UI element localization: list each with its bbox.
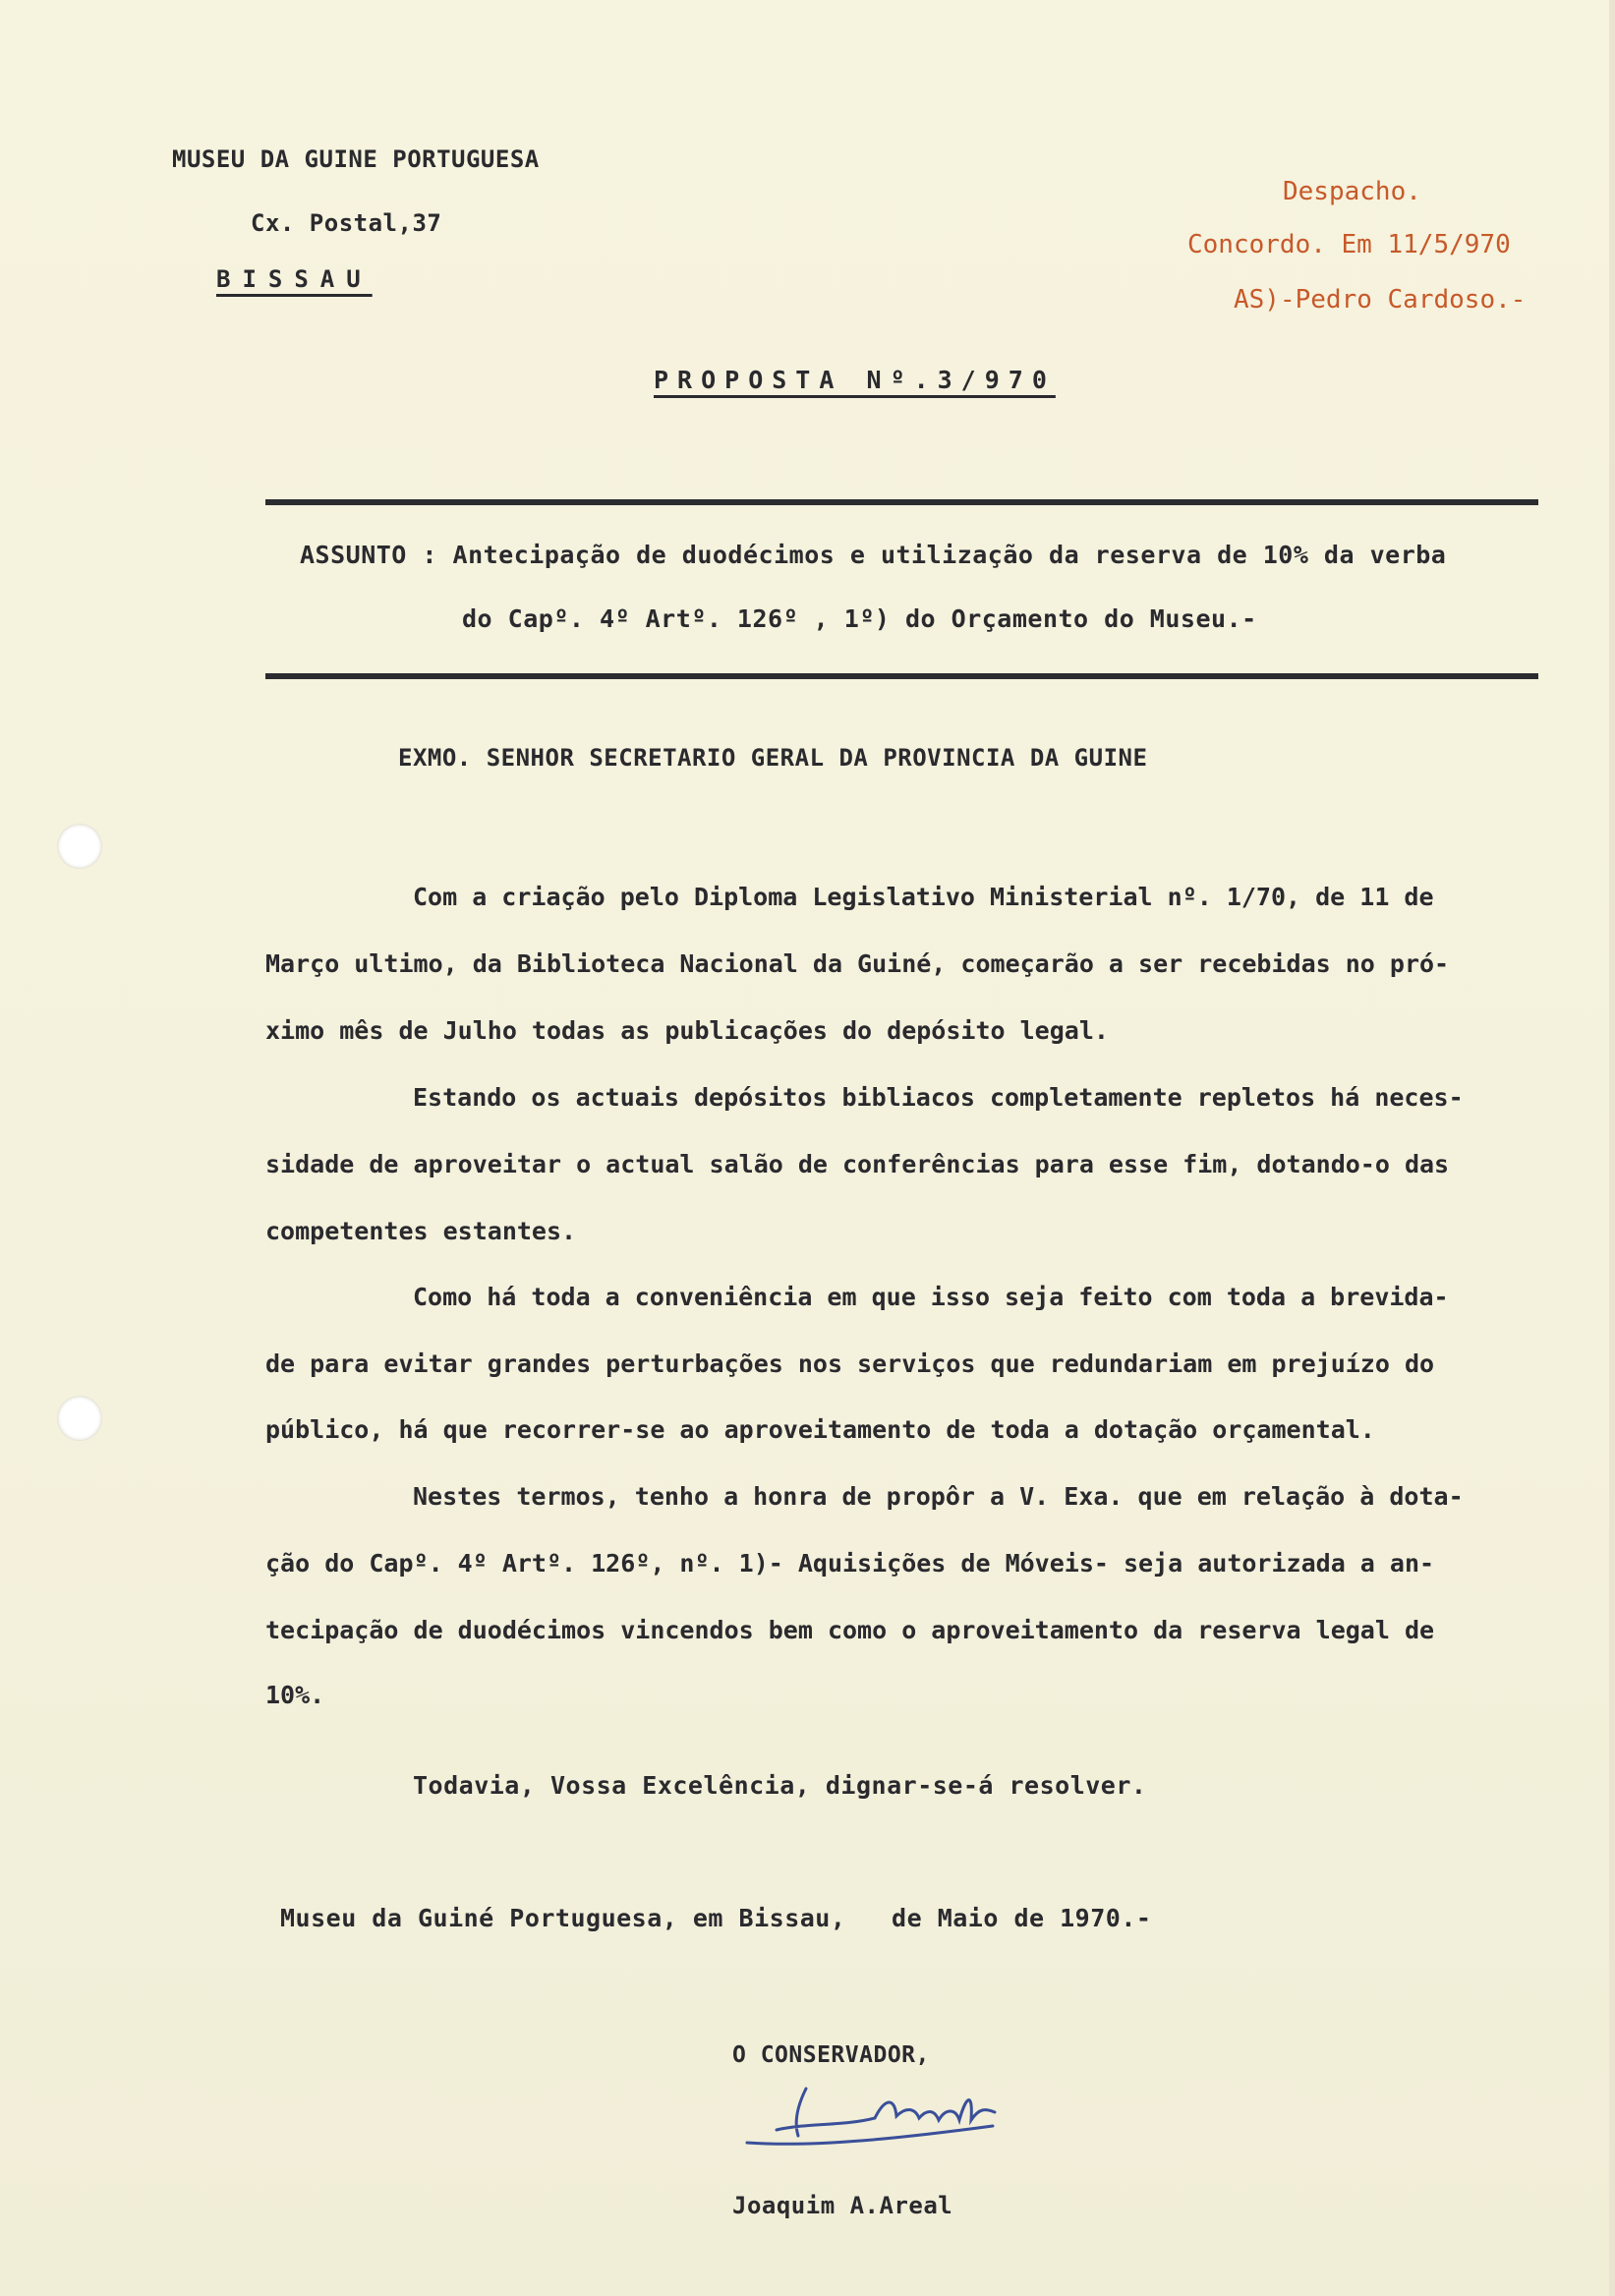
body-line-4: Estando os actuais depósitos bibliacos completamente repletos há neces- <box>413 1083 1464 1112</box>
subject-line-2: do Capº. 4º Artº. 126º , 1º) do Orçamento do Museu.- <box>462 604 1257 633</box>
body-line-9: público, há que recorrer-se ao aproveitamento de toda a dotação orçamental. <box>265 1415 1375 1444</box>
place-date: Museu da Guiné Portuguesa, em Bissau, de Maio de 1970.- <box>280 1904 1152 1932</box>
punch-hole-bottom <box>57 1396 102 1441</box>
body-line-13: 10%. <box>265 1681 325 1709</box>
subject-top-rule <box>265 499 1538 505</box>
addressee: EXMO. SENHOR SECRETARIO GERAL DA PROVINCIA DA GUINE <box>398 744 1148 772</box>
despacho-signatory: AS)-Pedro Cardoso.- <box>1234 285 1527 315</box>
institution-name: MUSEU DA GUINE PORTUGUESA <box>172 145 540 173</box>
despacho-approval: Concordo. Em 11/5/970 <box>1187 230 1511 259</box>
body-line-1: Com a criação pelo Diploma Legislativo Ministerial nº. 1/70, de 11 de <box>413 883 1434 911</box>
body-line-11: ção do Capº. 4º Artº. 126º, nº. 1)- Aquisições de Móveis- seja autorizada a an- <box>265 1549 1435 1578</box>
subject-bottom-rule <box>265 673 1538 679</box>
body-line-2: Março ultimo, da Biblioteca Nacional da Guiné, começarão a ser recebidas no pró- <box>265 949 1450 978</box>
punch-hole-top <box>57 824 102 869</box>
despacho-title: Despacho. <box>1283 177 1421 206</box>
city-name: BISSAU <box>216 265 373 293</box>
body-line-5: sidade de aproveitar o actual salão de conferências para esse fim, dotando-o das <box>265 1150 1450 1178</box>
handwritten-signature <box>737 2069 1032 2157</box>
proposal-title: PROPOSTA Nº.3/970 <box>654 366 1056 394</box>
body-line-6: competentes estantes. <box>265 1217 577 1245</box>
body-line-12: tecipação de duodécimos vincendos bem como o aproveitamento da reserva legal de <box>265 1616 1435 1644</box>
body-line-8: de para evitar grandes perturbações nos serviços que redundariam em prejuízo do <box>265 1349 1435 1378</box>
body-line-7: Como há toda a conveniência em que isso seja feito com toda a brevida- <box>413 1283 1449 1311</box>
signatory-title: O CONSERVADOR, <box>732 2042 930 2068</box>
subject-line-1: ASSUNTO : Antecipação de duodécimos e utilização da reserva de 10% da verba <box>300 541 1447 569</box>
body-line-3: ximo mês de Julho todas as publicações do depósito legal. <box>265 1016 1109 1045</box>
closing-line: Todavia, Vossa Excelência, dignar-se-á resolver. <box>413 1771 1147 1800</box>
body-line-10: Nestes termos, tenho a honra de propôr a V. Exa. que em relação à dota- <box>413 1482 1464 1511</box>
signatory-name: Joaquim A.Areal <box>732 2192 953 2219</box>
postal-box: Cx. Postal,37 <box>251 209 442 237</box>
